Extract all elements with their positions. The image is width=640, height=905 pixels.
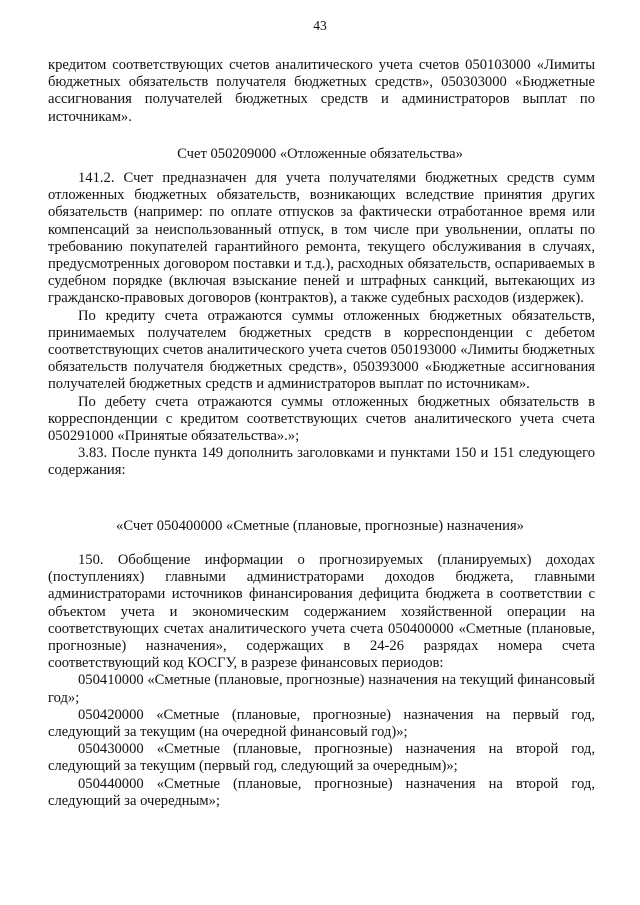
section-heading-050209000: Счет 050209000 «Отложенные обязательства» bbox=[177, 146, 463, 162]
section-050400000-body bbox=[48, 552, 595, 810]
paragraph-debit: По дебету счета отражаются суммы отложенных бюджетных обязательств в корреспонденции с кредитом соответствующих счетов аналитического учета счета 050291000 «Принятые обязательства».»; bbox=[48, 393, 595, 445]
intro-paragraph bbox=[48, 57, 595, 126]
list-item-050420000: 050420000 «Сметные (плановые, прогнозные) назначения на первый год, следующий за текущим (на очередной финансовый год)»; bbox=[48, 706, 595, 741]
section-heading-050400000: «Счет 050400000 «Сметные (плановые, прогнозные) назначения» bbox=[116, 518, 524, 534]
section-050209000-body bbox=[48, 170, 595, 480]
list-item-050430000: 050430000 «Сметные (плановые, прогнозные) назначения на второй год, следующий за текущим (первый год, следующий за очередным)»; bbox=[48, 741, 595, 775]
paragraph-141-2: 141.2. Счет предназначен для учета получателями бюджетных средств сумм отложенных бюджетных обязательств, возникающих вследствие принятия других обязательств (например: по оплате отпусков за фактически отработанное время или компенсаций за неиспользованный отпуск, в том числе при увольнении, оплаты по требованию покупателей гарантийного ремонта, текущего обслуживания в случаях, предусмотренных договором поставки и т.д.), расходных обязательств, оспариваемых в судебном порядке (включая взыскание пеней и штрафных санкций, вытекающих из гражданско-правовых договоров (контрактов), а также судебных расходов (издержек). bbox=[48, 170, 595, 307]
paragraph-150: 150. Обобщение информации о прогнозируемых (планируемых) доходах (поступлениях) главными администраторами доходов бюджета, главными администраторами источников финансирования дефицита бюджета в соответствии с объектом учета и экономическим содержанием хозяйственной операции на соответствующих счетах аналитического учета счета 050400000 «Сметные (плановые, прогнозные) назначения», содержащих в 24-26 разрядах номера счета соответствующий код КОСГУ, в разрезе финансовых периодов: bbox=[48, 552, 595, 672]
list-item-050440000: 050440000 «Сметные (плановые, прогнозные) назначения на второй год, следующий за очередным»; bbox=[48, 775, 595, 809]
page-number: 43 bbox=[313, 18, 327, 33]
paragraph-credit: По кредиту счета отражаются суммы отложенных бюджетных обязательств, принимаемых получателем бюджетных средств в корреспонденции с дебетом соответствующих счетов аналитического учета счетов 050193000 «Лимиты бюджетных обязательств получателя бюджетных средств», 050393000 «Бюджетные ассигнования получателей бюджетных средств и администраторов выплат по источникам». bbox=[48, 307, 595, 393]
paragraph-3-83: 3.83. После пункта 149 дополнить заголовками и пунктами 150 и 151 следующего содержания: bbox=[48, 445, 595, 479]
intro-text: кредитом соответствующих счетов аналитического учета счетов 050103000 «Лимиты бюджетных обязательств получателя бюджетных средств», 050303000 «Бюджетные ассигнования получателей бюджетных средств и администраторов выплат по источникам». bbox=[48, 57, 595, 125]
list-item-050410000: 050410000 «Сметные (плановые, прогнозные) назначения на текущий финансовый год»; bbox=[48, 672, 595, 706]
